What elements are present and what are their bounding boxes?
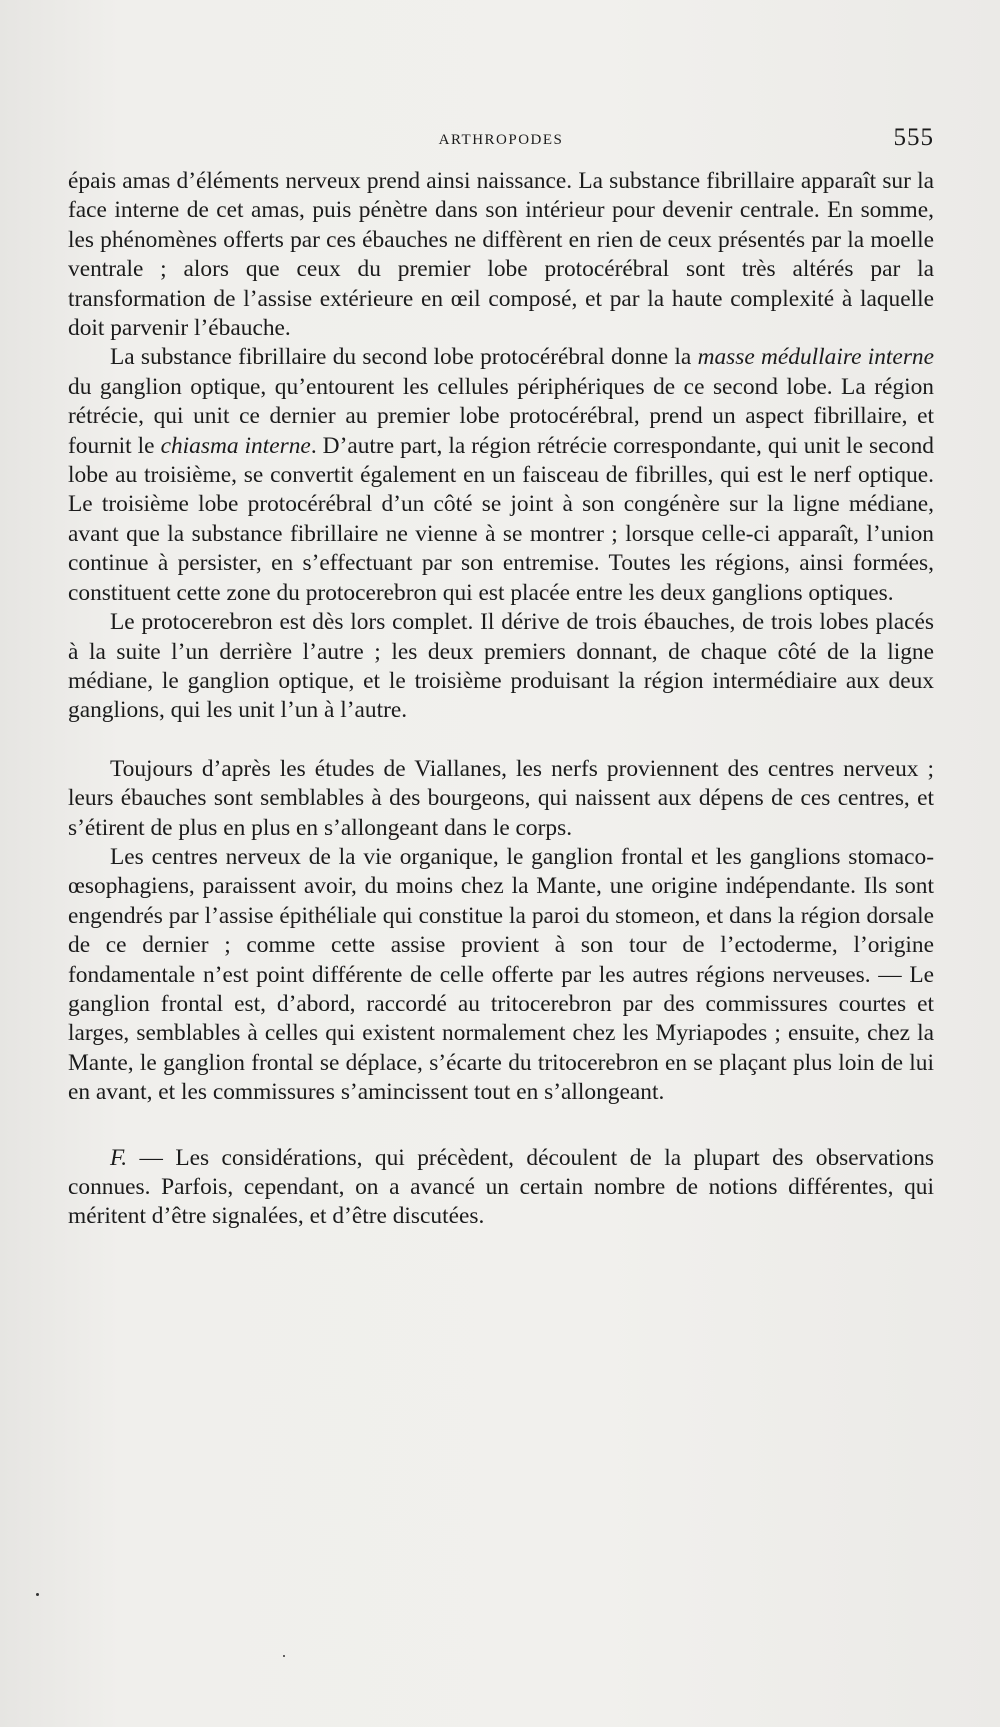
paragraph-2-part-b: du ganglion optique, qu’entourent les cellules périphériques de ce second lobe. La région rétrécie, qui unit ce dernier au premier lobe protocérébral, prend un aspect fibrillaire, et fournit le <box>68 373 934 459</box>
running-header <box>68 124 934 154</box>
page-number: 555 <box>893 124 934 151</box>
paragraph-4: Toujours d’après les études de Viallanes, les nerfs proviennent des centres nerveux ; leurs ébauches sont semblables à des bourgeons, qui naissent aux dépens de ces centres, et s’étirent de plus en plus en s’allongeant dans le corps. <box>68 755 934 841</box>
paragraph-6 <box>68 1144 934 1232</box>
paragraph-2 <box>68 343 934 608</box>
chiasma-interne-term: chiasma interne <box>160 432 311 459</box>
body-text <box>68 167 934 1232</box>
paragraph-6-text: — Les considérations, qui précèdent, découlent de la plupart des observations connues. Parfois, cependant, on a avancé un certain nombre de notions différentes, qui méritent d’être signalées, et d’être discutées. <box>68 1144 934 1230</box>
section-letter-f: F. <box>110 1144 128 1171</box>
paper-speck <box>283 1655 285 1657</box>
paragraph-5: Les centres nerveux de la vie organique, le ganglion frontal et les ganglions stomaco-œsophagiens, paraissent avoir, du moins chez la Mante, une origine indépendante. Ils sont engendrés par l’assise épithéliale qui constitue la paroi du stomeon, et dans la région dorsale de ce dernier ; comme cette assise provient à son tour de l’ectoderme, l’origine fondamentale n’est point différente de celle offerte par les autres régions nerveuses. — Le ganglion frontal est, d’abord, raccordé au tritocerebron par des commissures courtes et larges, semblables à celles qui existent normalement chez les Myriapodes ; ensuite, chez la Mante, le ganglion frontal se déplace, s’écarte du tritocerebron en se plaçant plus loin de lui en avant, et les commissures s’amincissent tout en s’allongeant. <box>68 843 934 1106</box>
paper-speck <box>36 1593 39 1596</box>
masse-medullaire-term: masse médullaire interne <box>697 344 934 371</box>
paragraph-2-part-a: La substance fibrillaire du second lobe protocérébral donne la <box>110 344 698 371</box>
paragraph-1: épais amas d’éléments nerveux prend ainsi naissance. La substance fibrillaire apparaît sur la face interne de cet amas, puis pénètre dans son intérieur pour devenir centrale. En somme, les phénomènes offerts par ces ébauches ne diffèrent en rien de ceux présentés par la moelle ventrale ; alors que ceux du premier lobe protocérébral sont très altérés par la transformation de l’assise extérieure en œil composé, et par la haute complexité à laquelle doit parvenir l’ébauche. <box>68 168 934 342</box>
paragraph-2-part-c: . D’autre part, la région rétrécie correspondante, qui unit le second lobe au troisième, se convertit également en un faisceau de fibrilles, qui est le nerf optique. Le troisième lobe protocérébral d’un côté se joint à son congénère sur la ligne médiane, avant que la substance fibrillaire ne vienne à se montrer ; lorsque celle-ci apparaît, l’union continue à persister, en s’effectuant par son entremise. Toutes les régions, ainsi formées, constituent cette zone du protocerebron qui est placée entre les deux ganglions optiques. <box>68 432 934 606</box>
paragraph-3: Le protocerebron est dès lors complet. Il dérive de trois ébauches, de trois lobes placés à la suite l’un derrière l’autre ; les deux premiers donnant, de chaque côté de la ligne médiane, le ganglion optique, et le troisième produisant la région intermédiaire aux deux ganglions, qui les unit l’un à l’autre. <box>68 609 934 724</box>
running-title: ARTHROPODES <box>438 132 564 148</box>
